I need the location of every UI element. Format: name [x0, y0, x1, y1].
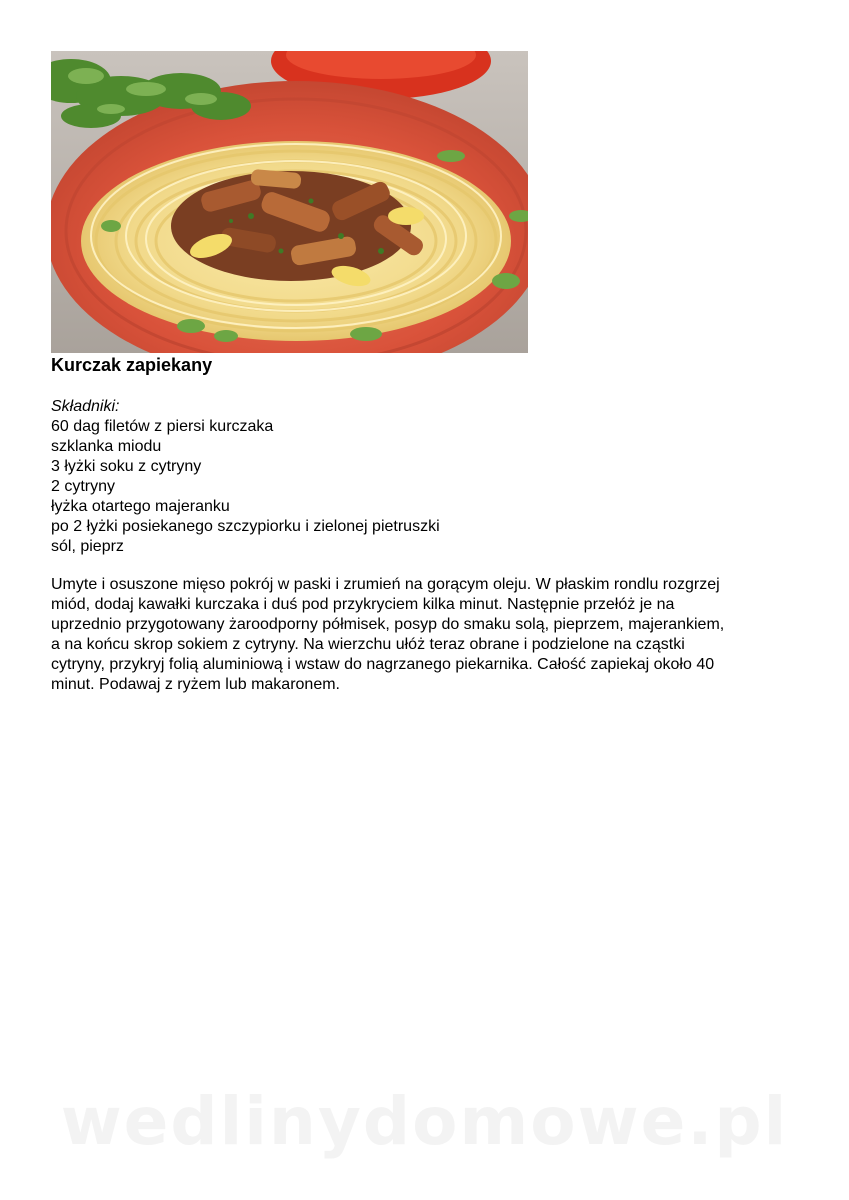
instructions-line: minut. Podawaj z ryżem lub makaronem. — [51, 676, 340, 693]
ingredient-item: 60 dag filetów z piersi kurczaka — [51, 418, 274, 435]
ingredients-list — [51, 417, 440, 557]
instructions-line: cytryny, przykryj folią aluminiową i wstaw do nagrzanego piekarnika. Całość zapiekaj około 40 — [51, 656, 715, 673]
instructions-line: a na końcu skrop sokiem z cytryny. Na wierzchu ułóż teraz obrane i podzielone na cząstki — [51, 636, 685, 653]
dish-photo — [51, 51, 528, 353]
ingredient-item: szklanka miodu — [51, 438, 162, 455]
chicken-pasta-dish-image — [51, 51, 528, 353]
ingredient-item: łyżka otartego majeranku — [51, 498, 230, 515]
ingredients-label: Składniki: — [51, 398, 120, 415]
instructions-line: uprzednio przygotowany żaroodporny półmisek, posyp do smaku solą, pieprzem, majerankiem, — [51, 616, 725, 633]
instructions-line: miód, dodaj kawałki kurczaka i duś pod przykryciem kilka minut. Następnie przełóż je na — [51, 596, 675, 613]
ingredient-item: po 2 łyżki posiekanego szczypiorku i zielonej pietruszki — [51, 518, 440, 535]
ingredient-item: 3 łyżki soku z cytryny — [51, 458, 202, 475]
ingredients-section — [51, 397, 440, 557]
instructions-line: Umyte i osuszone mięso pokrój w paski i zrumień na gorącym oleju. W płaskim rondlu rozgrzej — [51, 576, 720, 593]
recipe-title: Kurczak zapiekany — [51, 355, 213, 375]
watermark: wedlinydomowe.pl — [60, 1083, 789, 1160]
ingredient-item: 2 cytryny — [51, 478, 116, 495]
ingredient-item: sól, pieprz — [51, 538, 124, 555]
instructions-paragraph — [51, 575, 796, 695]
